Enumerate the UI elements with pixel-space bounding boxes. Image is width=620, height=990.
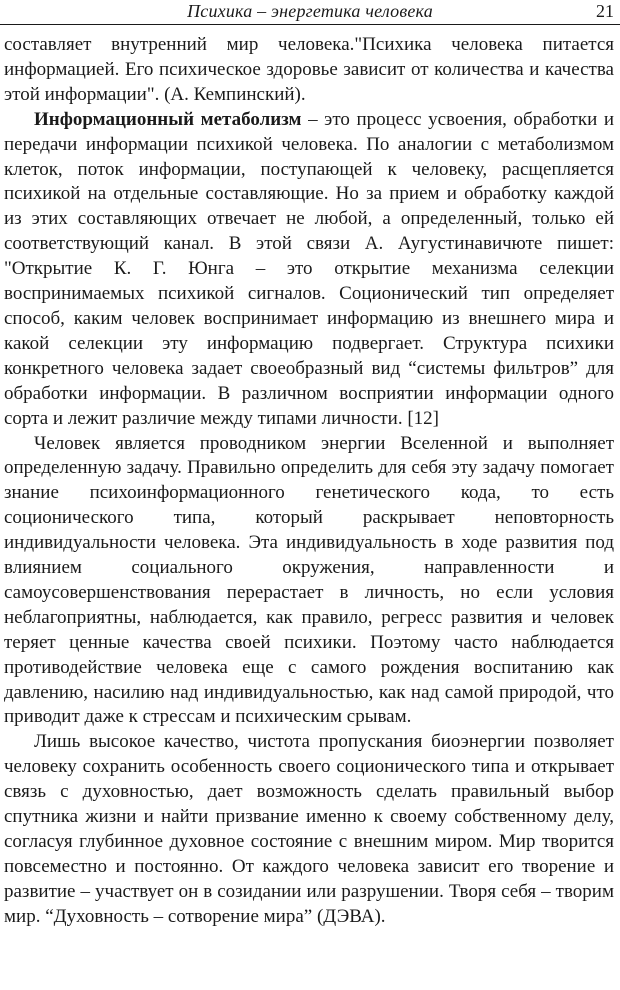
paragraph-continued xyxy=(4,33,614,108)
page-number: 21 xyxy=(596,1,614,21)
paragraph-text: Человек является проводником энергии Вселенной и выполняет определенную задачу. Правильно определить для себя эту задачу помогает знание психоинформационного генетического кода, то есть соционического типа, который раскрывает неповторность индивидуальности человека. Эта индивидуальность в ходе развития под влиянием социального окружения, направленности и самоусовершенствования перерастает в личность, но если условия неблагоприятны, наблюдается, как правило, регресс развития и человек теряет ценные качества своей психики. Поэтому часто наблюдается противодействие человека еще с самого рождения воспитанию как давлению, насилию над индивидуальностью, как над самой природой, что приводит даже к стрессам и психическим срывам. xyxy=(4,432,614,728)
bold-term: Информационный метаболизм xyxy=(34,108,302,130)
running-header xyxy=(0,0,620,22)
body-text xyxy=(4,33,614,930)
paragraph-text: Лишь высокое качество, чистота пропускания биоэнергии позволяет человеку сохранить особенность своего соционического типа и открывает связь с духовностью, дает возможность сделать правильный выбор спутника жизни и найти призвание именно к своему собственному делу, согласуя глубинное духовное состояние с внешним миром. Мир творится повсеместно и постоянно. От каждого человека зависит его творение и развитие – участвует он в созидании или разрушении. Творя себя – творим мир. “Духовность – сотворение мира” (ДЭВА). xyxy=(4,731,614,927)
header-rule xyxy=(0,24,620,25)
paragraph-human-conductor xyxy=(4,432,614,731)
running-title: Психика – энергетика человека xyxy=(187,1,433,21)
paragraph-information-metabolism xyxy=(4,108,614,432)
paragraph-text: составляет внутренний мир человека."Психика человека питается информацией. Его психическое здоровье зависит от количества и качества этой информации". (А. Кемпинский). xyxy=(4,34,614,105)
paragraph-text: – это процесс усвоения, обработки и передачи информации психикой человека. По аналогии с метаболизмом клеток, поток информации, поступающей к человеку, расщепляется психикой на отдельные составляющие. Но за прием и обработку каждой из этих составляющих отвечает не любой, а определенный, только ей соответствующий канал. В этой связи А. Аугустинавичюте пишет: "Открытие К. Г. Юнга – это открытие механизма селекции воспринимаемых психикой сигналов. Соционический тип определяет способ, каким человек воспринимает информацию из внешнего мира и какой селекции эту информацию подвергает. Структура психики конкретного человека задает своеобразный вид “системы фильтров” для обработки информации. В различном восприятии информации одного сорта и лежит различие между типами личности. [12] xyxy=(4,108,615,429)
paragraph-bioenergy xyxy=(4,730,614,929)
